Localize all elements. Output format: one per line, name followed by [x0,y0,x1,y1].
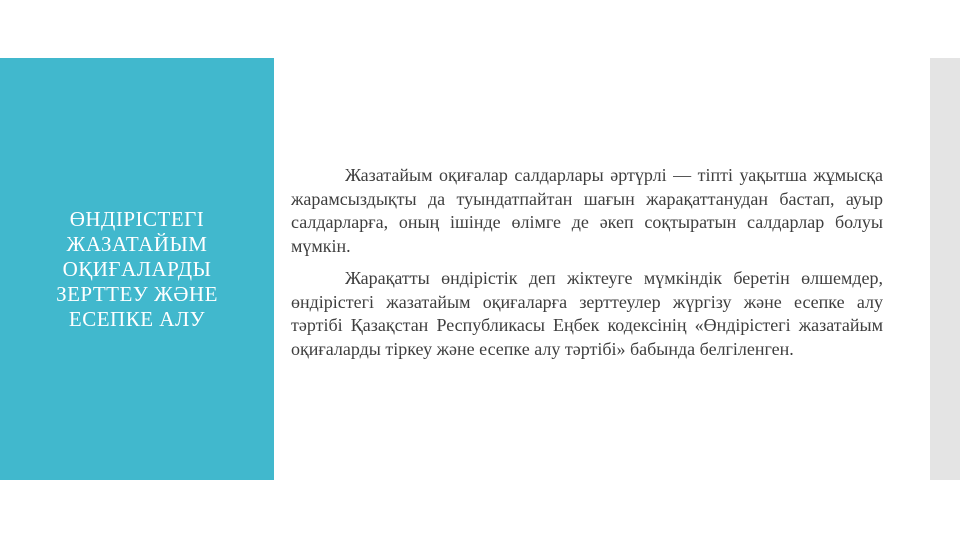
slide-title [17,207,257,332]
title-line-1: ӨНДІРІСТЕГІ [69,206,205,231]
title-line-2: ЖАЗАТАЙЫМ [66,231,208,256]
title-line-4: ЗЕРТТЕУ ЖӘНЕ [56,281,218,306]
body-paragraph-1: Жазатайым оқиғалар салдарлары әртүрлі — тіпті уақытша жұмысқа жарамсыздықты да туындатпайтан шағын жарақаттанудан бастап, ауыр салдарларға, оның ішінде өлімге де әкеп соқтыратын салдарлар болуы мүмкін. [291,165,883,256]
body-text-block [291,164,883,370]
title-line-5: ЕСЕПКЕ АЛУ [68,306,206,331]
body-paragraph-2: Жарақатты өндірістік деп жіктеуге мүмкіндік беретін өлшемдер, өндірістегі жазатайым оқиғаларға зерттеулер жүргізу және есепке алу тәртібі Қазақстан Республикасы Еңбек кодексінің «Өндірістегі жазатайым оқиғаларды тіркеу және есепке алу тәртібі» бабында белгіленген. [291,268,883,359]
right-accent-strip [930,58,960,480]
title-line-3: ОҚИҒАЛАРДЫ [62,256,212,281]
title-sidebar [0,58,274,480]
